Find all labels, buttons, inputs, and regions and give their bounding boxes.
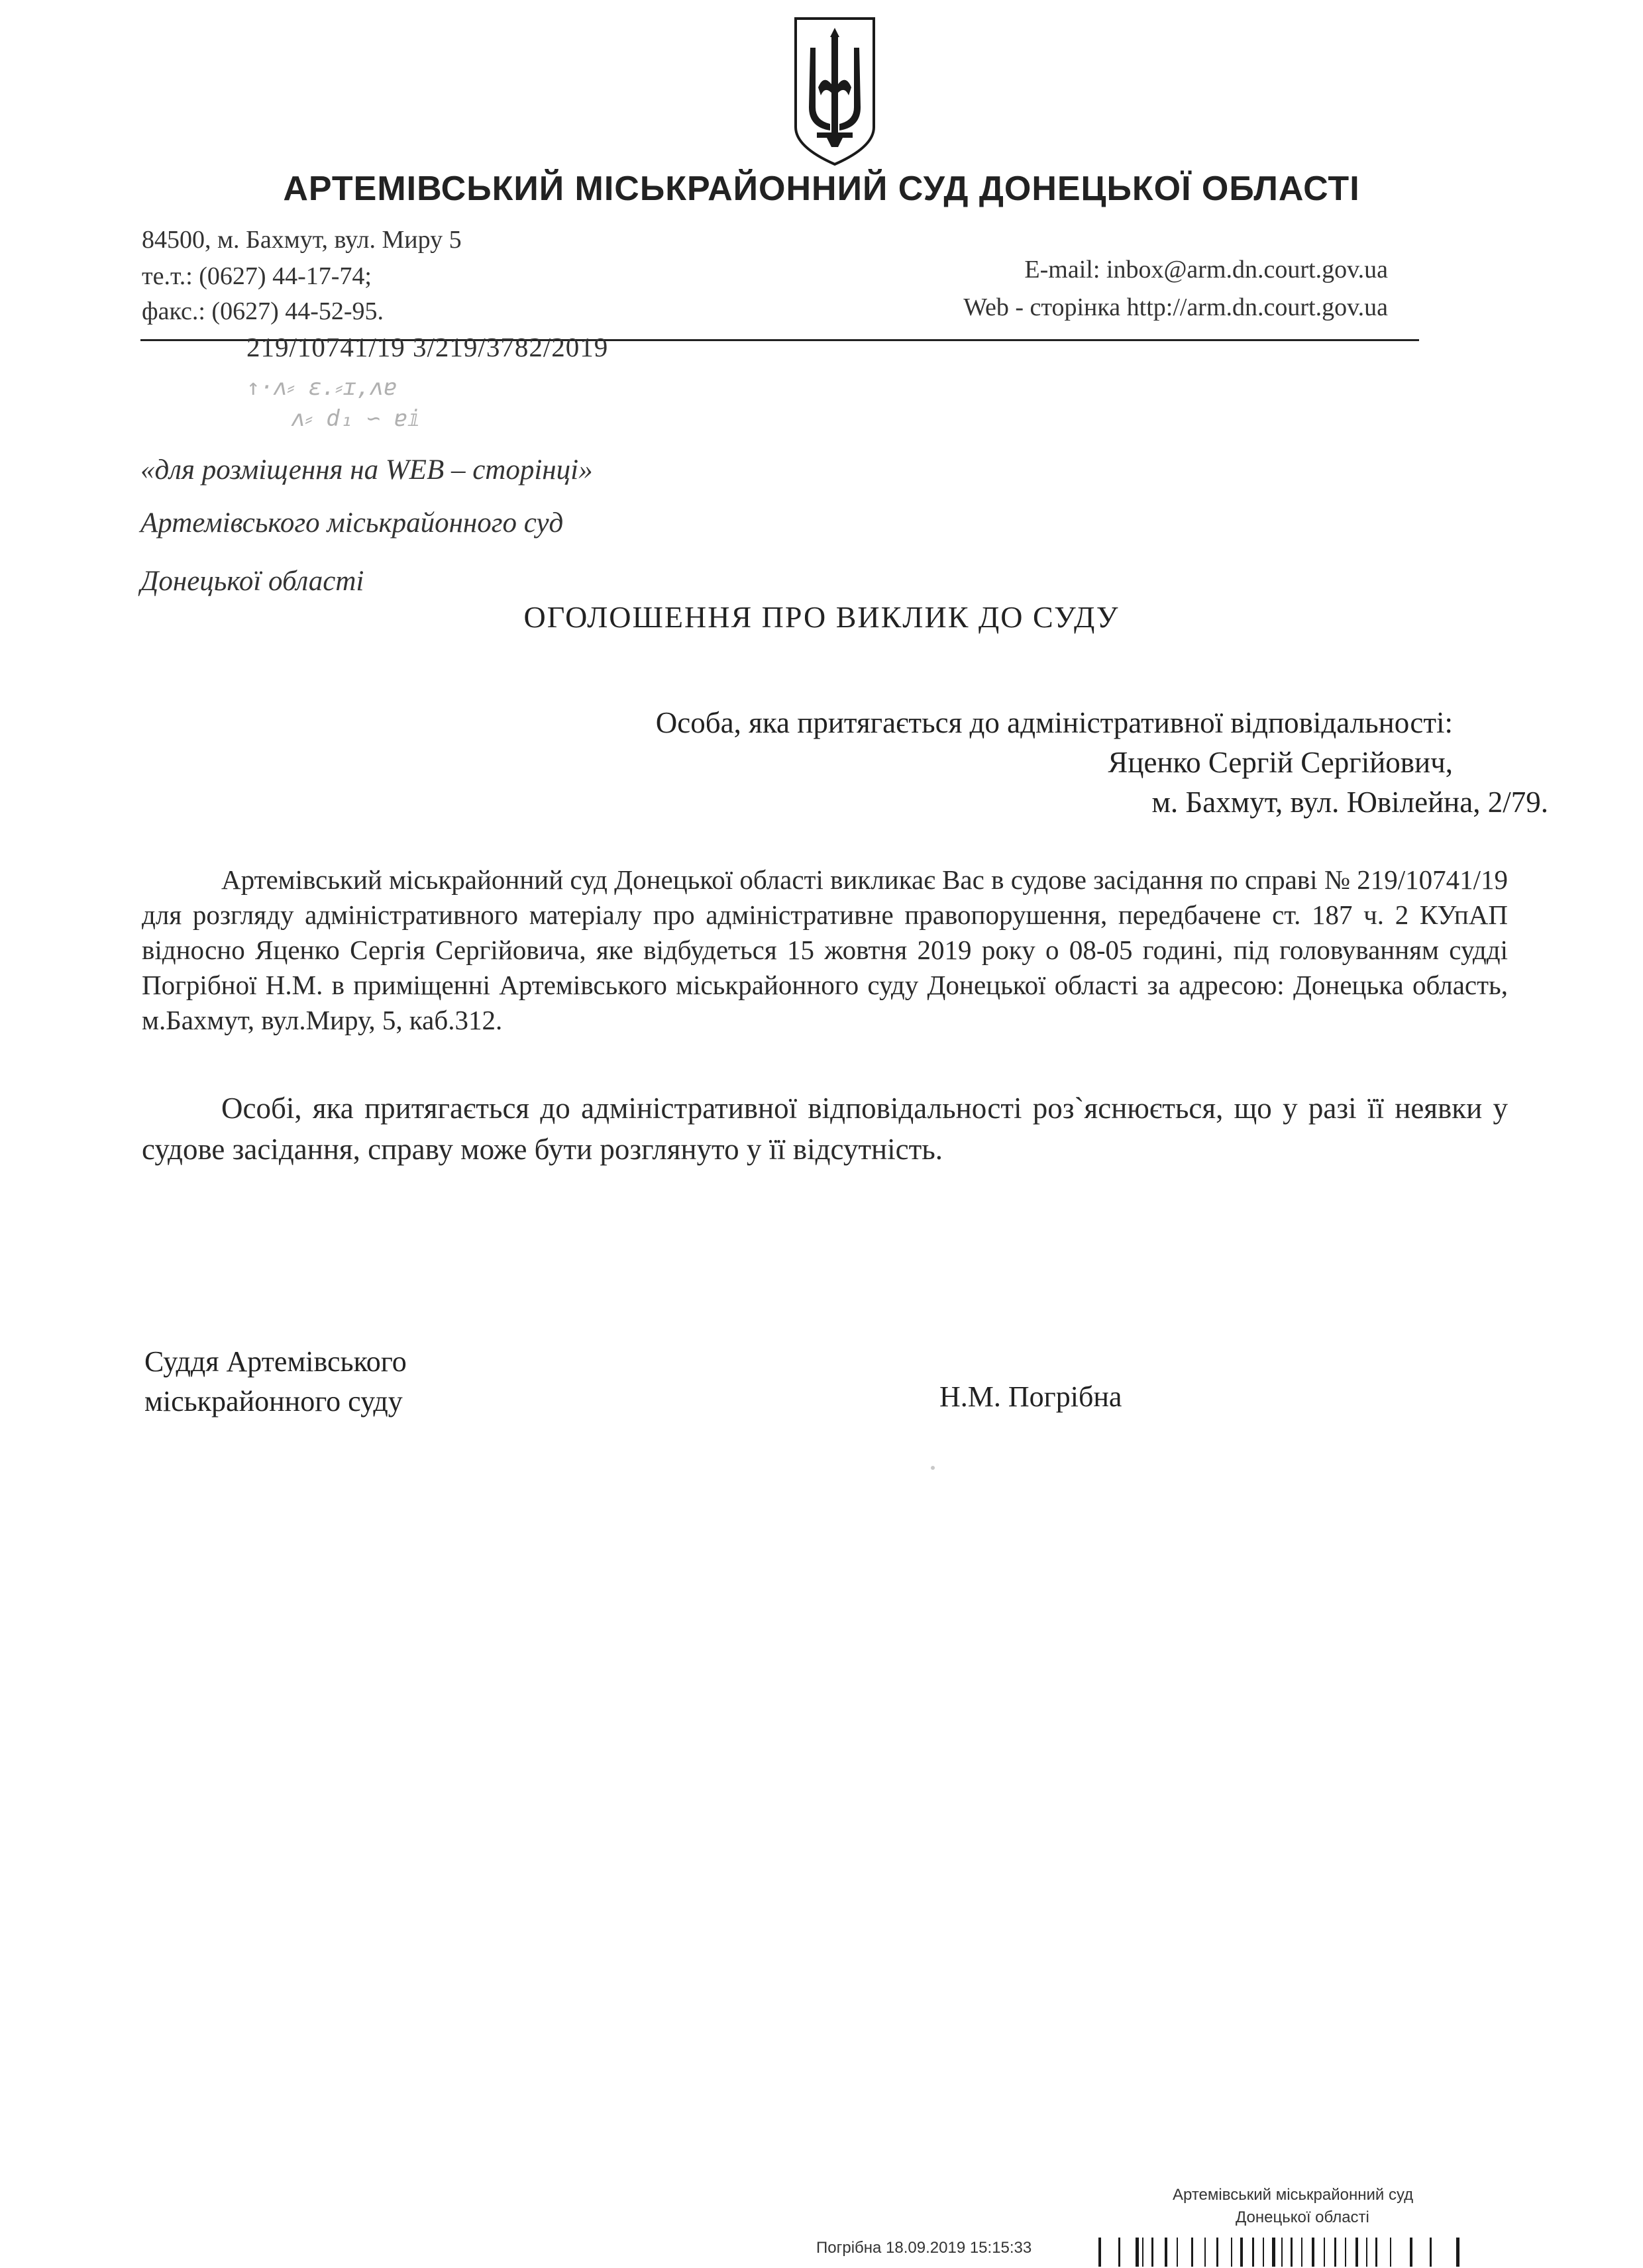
court-email: E-mail: inbox@arm.dn.court.gov.ua [1024,256,1388,284]
addressee-name: Яценко Сергій Сергійович, [1108,746,1453,779]
court-website: Web - сторінка http://arm.dn.court.gov.ua [963,293,1388,321]
court-name: АРТЕМІВСЬКИЙ МІСЬКРАЙОННИЙ СУД ДОНЕЦЬКОЇ ОБЛАСТІ [283,170,1360,208]
addressee-address: м. Бахмут, вул. Ювілейна, 2/79. [1151,786,1548,819]
signature-position-1: Суддя Артемівського [144,1345,407,1378]
body-paragraph-2 [142,1088,1508,1170]
signature-position-2: міськрайонного суду [144,1385,403,1418]
stamp-court-line-1: Артемівський міськрайонний суд [1173,2186,1414,2204]
body-paragraph-1-text: Артемівський міськрайонний суд Донецької області викликає Вас в судове засідання по справі № 219/10741/19 для розгляду адміністративного матеріалу про адміністративне правопорушення, передбачене ст. 187 ч. 2 КУпАП відносно Яценко Сергія Сергійовича, яке відбудеться 15 жовтня 2019 року о 08-05 годині, під головуванням судді Погрібної Н.М. в приміщенні Артемівського міськрайонного суду Донецької області за адресою: Донецька область, м.Бахмут, вул.Миру, 5, каб.312. [142,864,1508,1035]
signature-name: Н.М. Погрібна [939,1380,1122,1413]
recipient-line-1: «для розміщення на WEB – сторінці» [140,454,593,486]
court-address: 84500, м. Бахмут, вул. Миру 5 [142,226,462,254]
scan-speck [931,1466,935,1470]
addressee-line-1: Особа, яка притягається до адміністративної відповідальності: [655,706,1453,739]
body-paragraph-2-text: Особі, яка притягається до адміністративної відповідальності роз`яснюється, що у разі її неявки у судове засідання, справу може бути розглянуто у її відсутність. [142,1092,1508,1166]
recipient-line-2: Артемівського міськрайонного суд [140,507,564,539]
court-fax: факс.: (0627) 44-52-95. [142,297,384,325]
stamp-court-line-2: Донецької області [1236,2208,1369,2226]
handwritten-note-2: ʌ⸗ d₁ ∽ ɐⅈ [292,405,421,432]
court-phone: те.т.: (0627) 44-17-74; [142,262,372,290]
body-paragraph-1 [142,862,1508,1038]
handwritten-note-1: ↑·ʌ⸗ ɛ.⸗ɪ,ʌɐ [246,374,398,401]
registration-number: 219/10741/19 3/219/3782/2019 [246,332,609,362]
document-title: ОГОЛОШЕННЯ ПРО ВИКЛИК ДО СУДУ [523,600,1120,634]
barcode-icon [1098,2238,1469,2267]
stamp-signed: Погрібна 18.09.2019 15:15:33 [816,2239,1032,2257]
recipient-line-3: Донецької області [140,566,364,597]
coat-of-arms-icon [790,15,879,168]
